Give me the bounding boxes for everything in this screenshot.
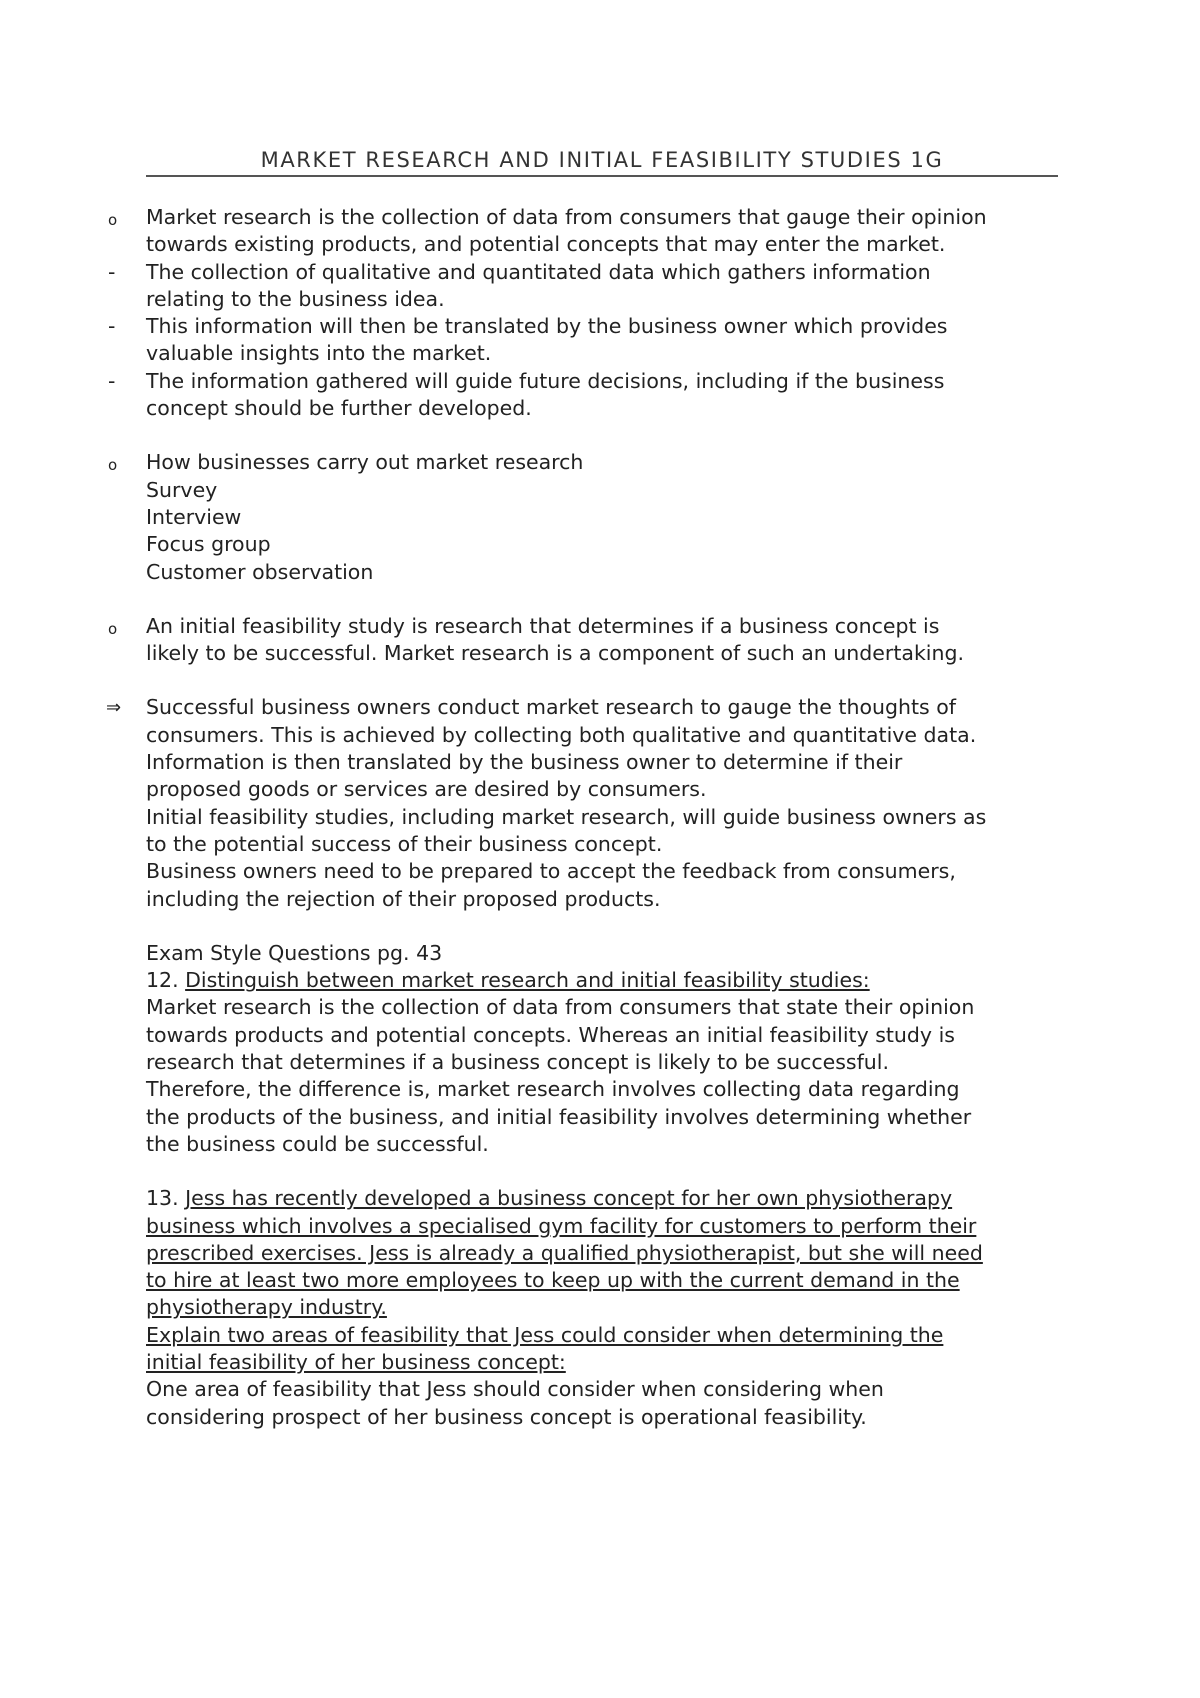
text-line: concept should be further developed. [146, 396, 532, 421]
methods-item [108, 449, 1076, 585]
dash-item [108, 368, 1076, 423]
text-line: relating to the business idea. [146, 286, 445, 311]
text-line: Market research is the collection of data from consumers that gauge their opinion [146, 205, 987, 229]
dash-bullet-icon: - [108, 314, 116, 339]
answer-line: considering prospect of her business concept is operational feasibility. [146, 1404, 867, 1429]
bullet-circle-icon: o [108, 211, 118, 229]
text-line: proposed goods or services are desired by consumers. [146, 777, 707, 802]
question-13 [146, 1185, 1076, 1212]
text-line: Successful business owners conduct market research to gauge the thoughts of [146, 695, 956, 720]
question-line: initial feasibility of her business concept: [146, 1349, 566, 1374]
text-line: This information will then be translated by the business owner which provides [146, 314, 948, 339]
text-line: likely to be successful. Market research is a component of such an undertaking. [146, 641, 965, 666]
text-line: The collection of qualitative and quantitated data which gathers information [146, 259, 931, 284]
text-line: towards existing products, and potential concepts that may enter the market. [146, 232, 946, 257]
text-line: Information is then translated by the business owner to determine if their [146, 750, 903, 775]
spacer [146, 913, 1076, 940]
bullet-circle-icon: o [108, 619, 118, 638]
title-underline [146, 175, 1058, 177]
answer-line: Market research is the collection of data from consumers that state their opinion [146, 995, 975, 1020]
spacer [146, 422, 1076, 449]
page-title: MARKET RESEARCH AND INITIAL FEASIBILITY STUDIES 1G [260, 148, 944, 172]
answer-line: the business could be successful. [146, 1131, 489, 1156]
bullet-circle-icon: o [108, 456, 118, 475]
spacer [146, 1158, 1076, 1185]
text-line: Business owners need to be prepared to accept the feedback from consumers, [146, 859, 956, 884]
question-line: physiotherapy industry. [146, 1295, 387, 1320]
text-line: including the rejection of their proposed products. [146, 886, 661, 911]
dash-bullet-icon: - [108, 368, 116, 393]
arrow-right-icon: ⇒ [106, 697, 122, 719]
question-line: Explain two areas of feasibility that Jess could consider when determining the [146, 1322, 944, 1347]
methods-heading: How businesses carry out market research [146, 450, 584, 475]
feasibility-item [108, 613, 1076, 668]
spacer [146, 667, 1076, 694]
question-line: prescribed exercises. Jess is already a qualified physiotherapist, but she will need [146, 1240, 983, 1265]
text-line: Initial feasibility studies, including market research, will guide business owners as [146, 804, 987, 829]
method-focus-group: Focus group [146, 532, 271, 557]
answer-line: One area of feasibility that Jess should consider when considering when [146, 1377, 884, 1402]
answer-line: the products of the business, and initial feasibility involves determining whether [146, 1104, 972, 1129]
text-line: valuable insights into the market. [146, 341, 492, 366]
spacer [146, 586, 1076, 613]
method-customer-observation: Customer observation [146, 559, 374, 584]
question-number: 13. [146, 1186, 186, 1211]
dash-bullet-icon: - [108, 259, 116, 284]
exam-section [146, 940, 1076, 1431]
summary-item [106, 694, 1076, 912]
text-line: The information gathered will guide future decisions, including if the business [146, 368, 945, 393]
dash-item [108, 259, 1076, 314]
question-text: Jess has recently developed a business concept for her own physiotherapy [185, 1186, 953, 1211]
method-interview: Interview [146, 504, 242, 529]
question-text: Distinguish between market research and initial feasibility studies: [185, 968, 870, 993]
text-line: An initial feasibility study is research that determines if a business concept is [146, 613, 940, 638]
answer-line: towards products and potential concepts. Whereas an initial feasibility study is [146, 1022, 955, 1047]
text-line: consumers. This is achieved by collecting both qualitative and quantitative data. [146, 722, 977, 747]
question-line: to hire at least two more employees to keep up with the current demand in the [146, 1268, 960, 1293]
question-12 [146, 967, 1076, 994]
text-line: to the potential success of their business concept. [146, 831, 663, 856]
document-body [106, 204, 1076, 1431]
definition-item [108, 204, 1076, 259]
dash-item [108, 313, 1076, 368]
answer-line: research that determines if a business concept is likely to be successful. [146, 1050, 890, 1075]
answer-line: Therefore, the difference is, market research involves collecting data regarding [146, 1077, 960, 1102]
exam-heading: Exam Style Questions pg. 43 [146, 940, 443, 965]
question-number: 12. [146, 968, 186, 993]
question-line: business which involves a specialised gym facility for customers to perform their [146, 1213, 977, 1238]
method-survey: Survey [146, 477, 218, 502]
